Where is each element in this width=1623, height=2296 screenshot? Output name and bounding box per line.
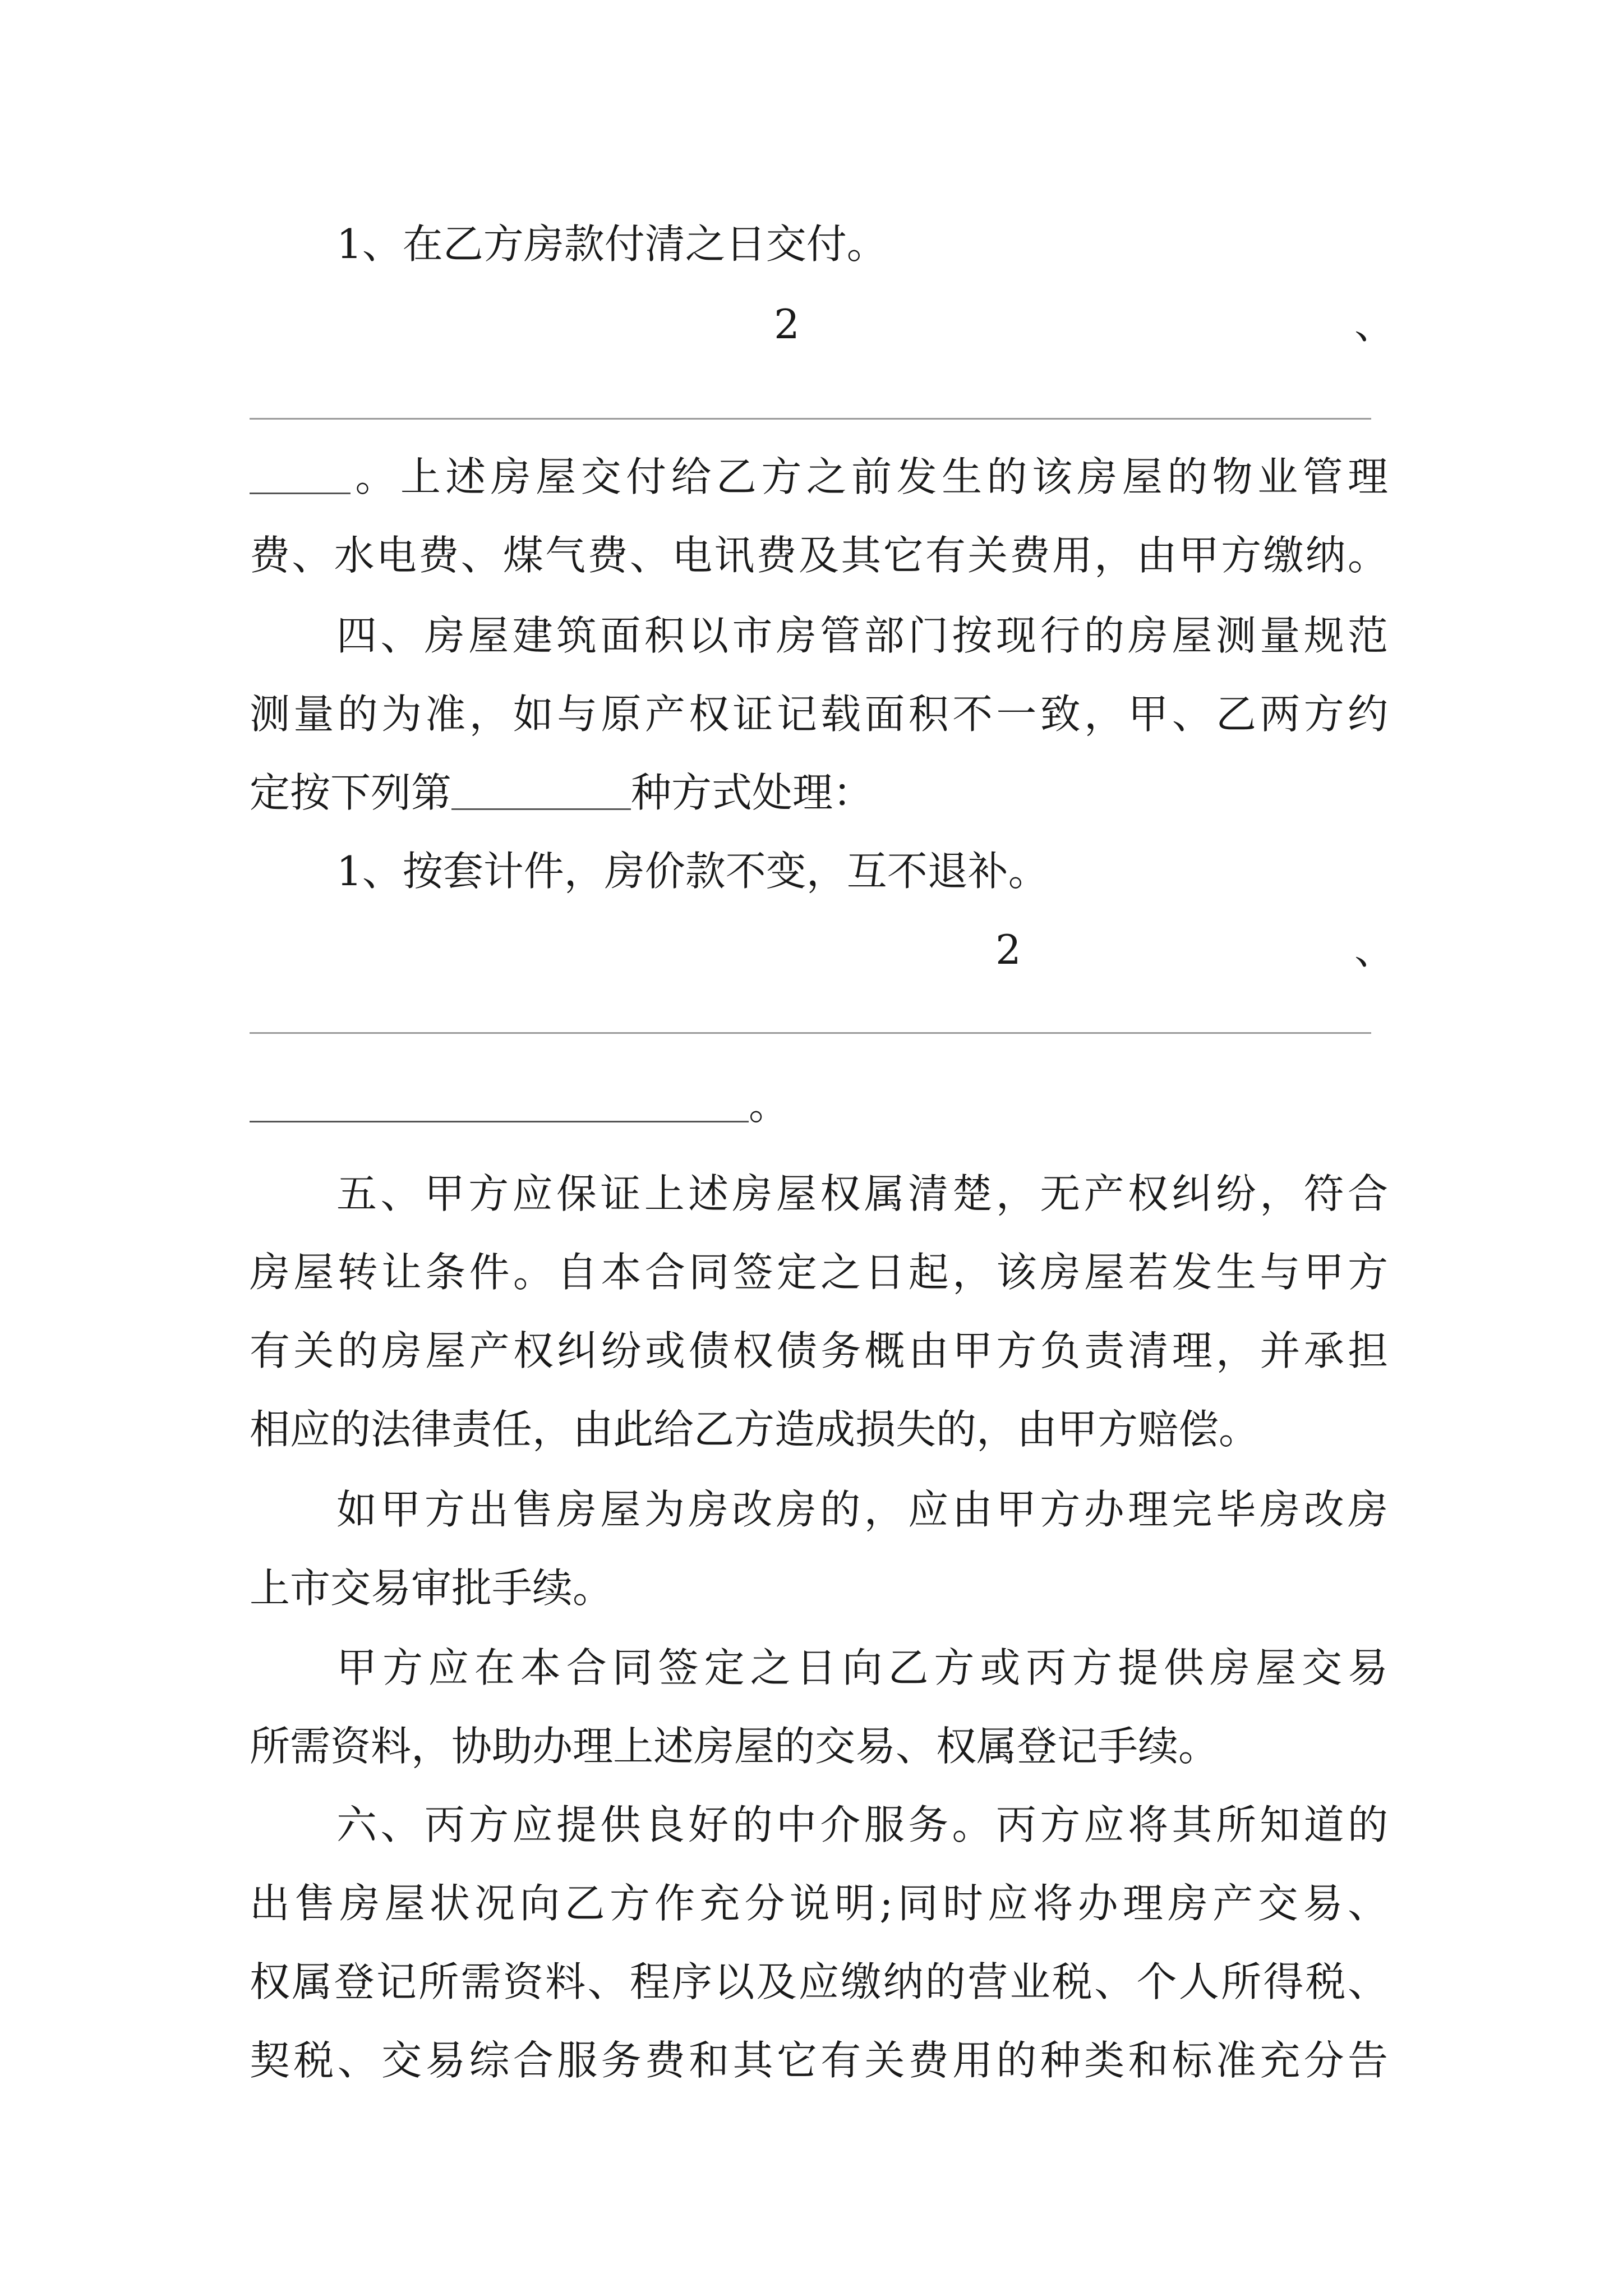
clause-4-item-2-period: 。: [749, 1082, 790, 1129]
blank-underline: [451, 769, 631, 810]
clause-3-fees-text: 。上述房屋交付给乙方之前发生的该房屋的物业管理: [351, 453, 1388, 500]
clause-3-fees-line-1: [250, 438, 1388, 516]
clause-3-item-2-comma: 、: [1354, 301, 1395, 348]
clause-4-item-2-number: 2: [995, 926, 1021, 973]
clause-5-line-2: 房屋转让条件。自本合同签定之日起，该房屋若发生与甲方: [250, 1249, 1388, 1296]
clause-6-line-1: 六、丙方应提供良好的中介服务。丙方应将其所知道的: [336, 1801, 1388, 1848]
clause-4-item-2-comma: 、: [1354, 926, 1395, 973]
clause-5-line-1: 五、甲方应保证上述房屋权属清楚，无产权纠纷，符合: [336, 1170, 1388, 1217]
clause-5-docs-line-2: 所需资料，协助办理上述房屋的交易、权属登记手续。: [250, 1723, 1219, 1770]
clause-4-item-2-blank: [250, 1066, 1388, 1144]
clause-4-line-2: 测量的为准，如与原产权证记载面积不一致，甲、乙两方约: [250, 691, 1388, 738]
blank-underline: [250, 1082, 749, 1122]
clause-6-line-3: 权属登记所需资料、程序以及应缴纳的营业税、个人所得税、: [250, 1958, 1388, 2005]
clause-5-reform-line-1: 如甲方出售房屋为房改房的，应由甲方办理完毕房改房: [336, 1486, 1388, 1533]
clause-3-item-1: 1、在乙方房款付清之日交付。: [336, 220, 887, 268]
clause-4-prefix: 定按下列第: [250, 769, 452, 816]
clause-5-line-3: 有关的房屋产权纠纷或债权债务概由甲方负责清理，并承担: [250, 1327, 1388, 1374]
clause-4-suffix: 种方式处理：: [631, 769, 874, 816]
clause-5-line-4: 相应的法律责任，由此给乙方造成损失的，由甲方赔偿。: [250, 1406, 1260, 1453]
clause-6-line-4: 契税、交易综合服务费和其它有关费用的种类和标准充分告: [250, 2037, 1388, 2084]
blank-fill-rule: [250, 1032, 1371, 1034]
clause-4-item-1: 1、按套计件，房价款不变，互不退补。: [336, 848, 1049, 895]
blank-underline: [250, 453, 351, 494]
clause-4-line-1: 四、房屋建筑面积以市房管部门按现行的房屋测量规范: [336, 612, 1388, 659]
clause-3-fees-line-2: 费、水电费、煤气费、电讯费及其它有关费用，由甲方缴纳。: [250, 532, 1388, 579]
clause-6-line-2: 出售房屋状况向乙方作充分说明;同时应将办理房产交易、: [250, 1880, 1388, 1927]
clause-4-line-3: [250, 753, 1388, 832]
clause-5-docs-line-1: 甲方应在本合同签定之日向乙方或丙方提供房屋交易: [336, 1644, 1388, 1691]
clause-3-item-2-number: 2: [774, 301, 800, 348]
clause-5-reform-line-2: 上市交易审批手续。: [250, 1565, 614, 1612]
blank-fill-rule: [250, 418, 1371, 420]
